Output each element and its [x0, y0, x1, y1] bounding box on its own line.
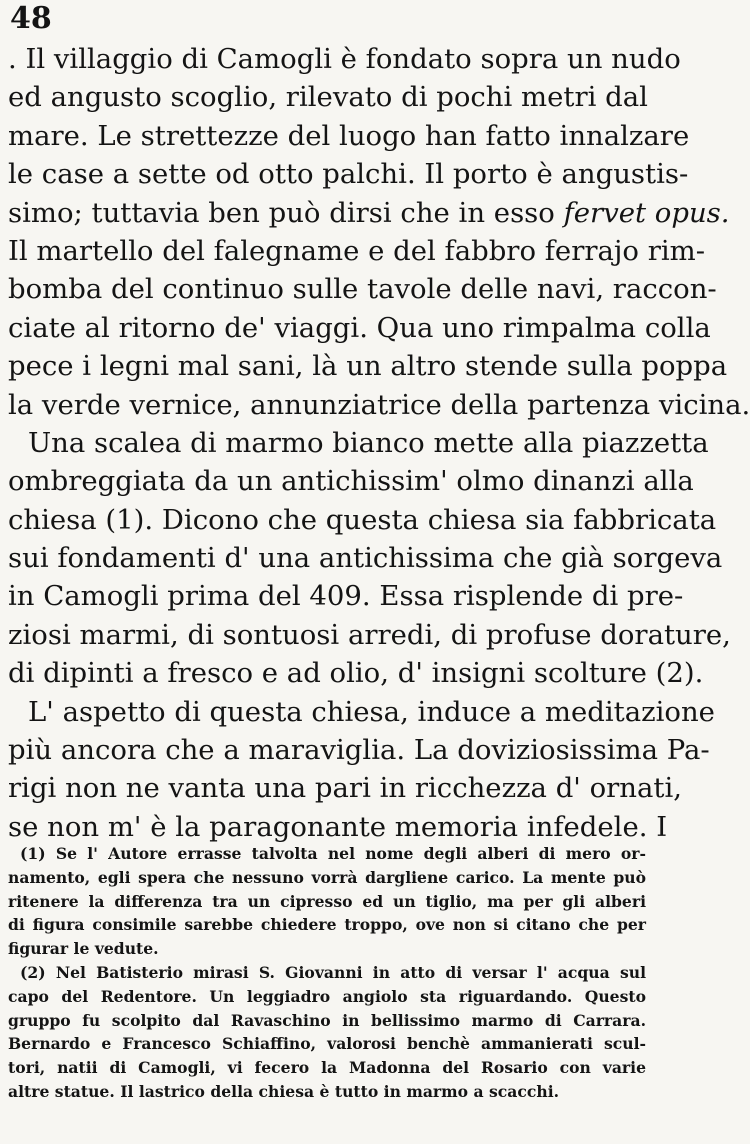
footnote-line: capo del Redentore. Un leggiadro angiolo sta riguardando. Questo	[8, 986, 646, 1006]
text-line: se non m' è la paragonante memoria infedele. I	[8, 810, 668, 843]
footnote-line: gruppo fu scolpito dal Ravaschino in bellissimo marmo di Carrara.	[8, 1010, 646, 1030]
text-line: mare. Le strettezze del luogo han fatto innalzare	[8, 119, 690, 152]
footnote-line: (1) Se l' Autore errasse talvolta nel nome degli alberi di mero or-	[20, 844, 646, 863]
footnotes	[8, 842, 646, 1104]
footnote-line: di figura consimile sarebbe chiedere troppo, ove non si citano che per	[8, 915, 646, 935]
text-line: più ancora che a maraviglia. La doviziosissima Pa-	[8, 734, 710, 767]
footnote-line: ritenere la differenza tra un cipresso ed un tiglio, ma per gli alberi	[8, 891, 646, 911]
text-line: rigi non ne vanta una pari in ricchezza d' ornati,	[8, 772, 682, 805]
italic-phrase: fervet opus.	[563, 196, 730, 229]
text-line: sui fondamenti d' una antichissima che già sorgeva	[8, 542, 723, 575]
page-number: 48	[10, 1, 52, 36]
text-line: chiesa (1). Dicono che questa chiesa sia fabbricata	[8, 503, 717, 536]
footnote-line: altre statue. Il lastrico della chiesa è tutto in marmo a scacchi.	[8, 1081, 560, 1101]
body-text	[8, 40, 750, 846]
text-line: ed angusto scoglio, rilevato di pochi metri dal	[8, 81, 648, 114]
text-line: Una scalea di marmo bianco mette alla piazzetta	[28, 426, 709, 459]
text-run: simo; tuttavia ben può dirsi che in esso	[8, 196, 564, 229]
text-line: ciate al ritorno de' viaggi. Qua uno rimpalma colla	[8, 311, 711, 344]
text-line	[8, 194, 730, 232]
text-line: Il martello del falegname e del fabbro ferrajo rim-	[8, 234, 706, 267]
text-line: le case a sette od otto palchi. Il porto è angustis-	[8, 158, 689, 191]
text-line: . Il villaggio di Camogli è fondato sopra un nudo	[8, 43, 681, 75]
text-line: bomba del continuo sulle tavole delle navi, raccon-	[8, 273, 717, 306]
footnote-line: (2) Nel Batisterio mirasi S. Giovanni in atto di versar l' acqua sul	[20, 962, 646, 982]
footnote-line: tori, natii di Camogli, vi fecero la Madonna del Rosario con varie	[8, 1058, 646, 1078]
text-line: ziosi marmi, di sontuosi arredi, di profuse dorature,	[8, 618, 731, 651]
text-line: in Camogli prima del 409. Essa risplende di pre-	[8, 580, 684, 613]
footnote-line: figurar le vedute.	[8, 939, 159, 959]
text-line: pece i legni mal sani, là un altro stende sulla poppa	[8, 350, 728, 383]
text-line: di dipinti a fresco e ad olio, d' insigni scolture (2).	[8, 657, 704, 690]
text-line: ombreggiata da un antichissim' olmo dinanzi alla	[8, 465, 694, 498]
text-line: la verde vernice, annunziatrice della partenza vicina.	[8, 388, 750, 421]
footnote-line: namento, egli spera che nessuno vorrà dargliene carico. La mente può	[8, 867, 646, 887]
footnote-line: Bernardo e Francesco Schiaffino, valorosi benchè ammanierati scul-	[8, 1034, 646, 1054]
text-line: L' aspetto di questa chiesa, induce a meditazione	[28, 695, 715, 728]
